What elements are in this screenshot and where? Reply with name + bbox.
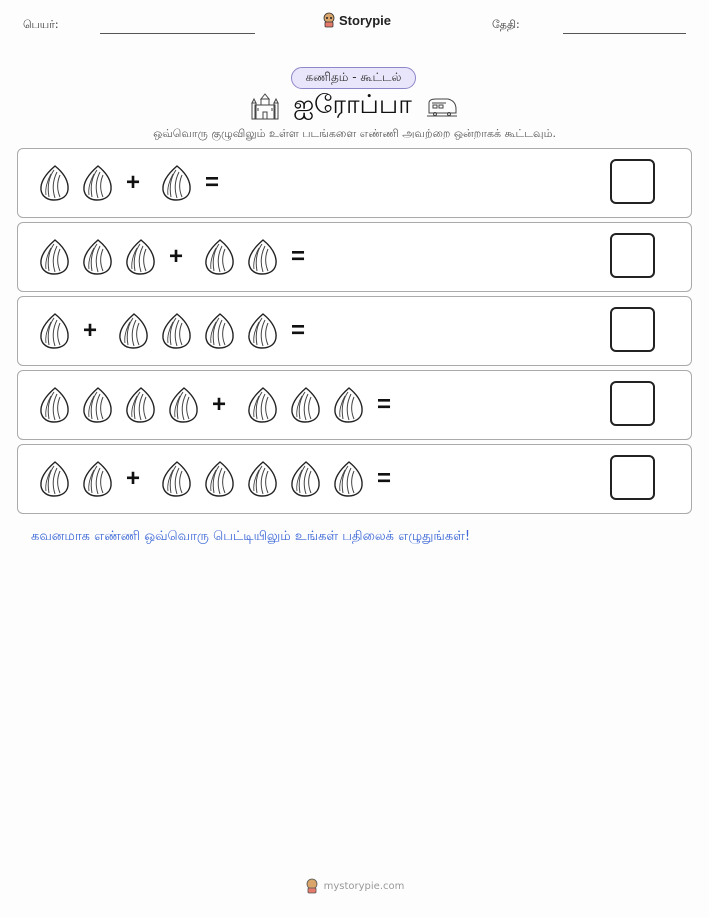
problem-items	[38, 297, 325, 365]
plus-sign: +	[126, 465, 141, 492]
almond-icon	[289, 460, 322, 498]
name-label: பெயர்:	[23, 18, 59, 31]
almond-icon	[167, 386, 200, 424]
footer-note: கவனமாக எண்ணி ஒவ்வொரு பெட்டியிலும் உங்கள் பதிலைக் எழுதுங்கள்!	[31, 529, 471, 544]
plus-sign: +	[212, 391, 227, 418]
almond-icon	[38, 460, 71, 498]
almond-icon	[203, 238, 236, 276]
date-label: தேதி:	[492, 18, 520, 31]
equals-sign: =	[205, 169, 220, 196]
almond-icon	[38, 238, 71, 276]
almond-icon	[289, 386, 322, 424]
almond-icon	[203, 460, 236, 498]
brand-name: Storypie	[339, 12, 392, 28]
almond-icon	[38, 164, 71, 202]
answer-box[interactable]	[610, 381, 655, 426]
almond-icon	[246, 460, 279, 498]
problem-row	[17, 444, 692, 514]
problem-row	[17, 370, 692, 440]
almond-icon	[160, 460, 193, 498]
problem-row	[17, 296, 692, 366]
subject-pill: கணிதம் - கூட்டல்	[291, 67, 416, 89]
almond-icon	[38, 386, 71, 424]
almond-icon	[81, 460, 114, 498]
problem-items	[38, 223, 325, 291]
problem-row	[17, 222, 692, 292]
problem-items	[38, 149, 239, 217]
problem-items	[38, 371, 411, 439]
answer-box[interactable]	[610, 233, 655, 278]
plus-sign: +	[83, 317, 98, 344]
almond-icon	[160, 164, 193, 202]
site-footer	[0, 878, 709, 894]
almond-icon	[81, 238, 114, 276]
mascot-icon	[322, 12, 336, 28]
plus-sign: +	[126, 169, 141, 196]
problem-row	[17, 148, 692, 218]
equals-sign: =	[377, 465, 392, 492]
problem-items	[38, 445, 411, 513]
almond-icon	[332, 386, 365, 424]
answer-box[interactable]	[610, 455, 655, 500]
name-line[interactable]	[100, 33, 255, 34]
almond-icon	[81, 164, 114, 202]
page-title: ஐரோப்பா	[293, 90, 412, 120]
equals-sign: =	[377, 391, 392, 418]
mascot-icon	[305, 878, 319, 894]
castle-icon	[251, 93, 279, 121]
equals-sign: =	[291, 317, 306, 344]
almond-icon	[38, 312, 71, 350]
almond-icon	[246, 238, 279, 276]
almond-icon	[246, 312, 279, 350]
almond-icon	[117, 312, 150, 350]
instruction-text: ஒவ்வொரு குழுவிலும் உள்ள படங்களை எண்ணி அவற்றை ஒன்றாகக் கூட்டவும்.	[153, 127, 556, 140]
almond-icon	[246, 386, 279, 424]
answer-box[interactable]	[610, 159, 655, 204]
equals-sign: =	[291, 243, 306, 270]
answer-box[interactable]	[610, 307, 655, 352]
title-row	[0, 90, 709, 123]
almond-icon	[81, 386, 114, 424]
plus-sign: +	[169, 243, 184, 270]
almond-icon	[203, 312, 236, 350]
almond-icon	[124, 238, 157, 276]
storypie-logo	[322, 12, 391, 28]
almond-icon	[160, 312, 193, 350]
almond-icon	[332, 460, 365, 498]
train-icon	[426, 95, 458, 119]
date-line[interactable]	[563, 33, 686, 34]
site-url: mystorypie.com	[323, 880, 405, 892]
almond-icon	[124, 386, 157, 424]
